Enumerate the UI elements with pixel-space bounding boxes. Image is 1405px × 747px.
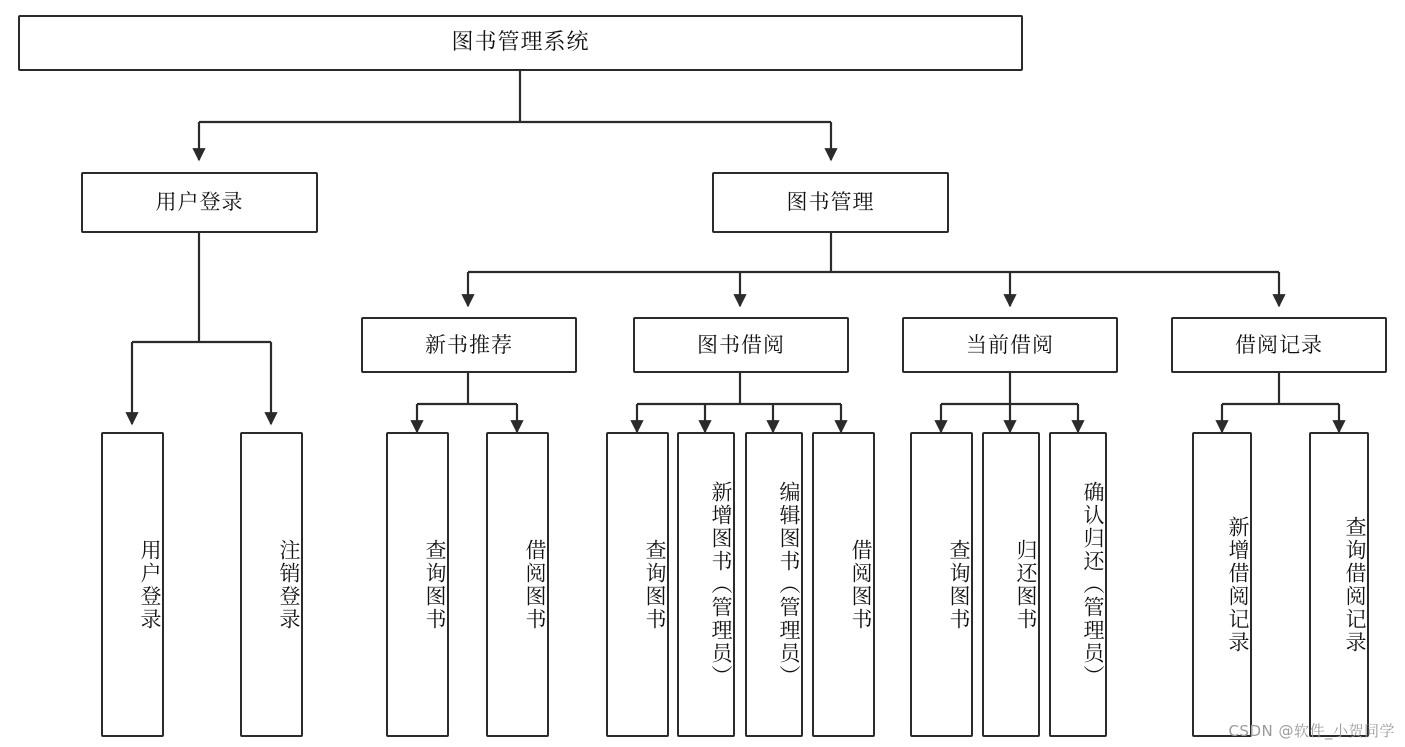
node-leaf-return-book[interactable] [982,432,1040,737]
node-user-login[interactable] [81,172,318,233]
node-leaf-logout[interactable] [240,432,303,737]
node-current-borrow-label: 当前借阅 [966,332,1054,357]
node-leaf-query-record[interactable] [1309,432,1369,737]
node-leaf-query-record-label: 查询借阅记录 [1343,515,1367,654]
node-leaf-borrow-book-1[interactable] [486,432,549,737]
node-leaf-edit-book-label: 编辑图书（管理员） [777,481,801,688]
node-leaf-query-book-1-label: 查询图书 [423,538,447,631]
node-borrow-record[interactable] [1171,317,1387,373]
node-leaf-borrow-book-2-label: 借阅图书 [849,538,873,631]
node-new-book-recommend-label: 新书推荐 [425,332,513,357]
node-leaf-query-book-2[interactable] [606,432,669,737]
node-leaf-add-record[interactable] [1192,432,1252,737]
node-leaf-borrow-book-2[interactable] [812,432,875,737]
node-leaf-query-book-1[interactable] [386,432,449,737]
node-root-label: 图书管理系统 [451,30,590,56]
node-current-borrow[interactable] [902,317,1118,373]
node-leaf-edit-book[interactable] [745,432,803,737]
node-leaf-confirm-return[interactable] [1049,432,1107,737]
node-leaf-return-book-label: 归还图书 [1014,538,1038,631]
node-new-book-recommend[interactable] [361,317,577,373]
node-book-borrow-label: 图书借阅 [697,332,785,357]
node-book-borrow[interactable] [633,317,849,373]
node-leaf-add-book-label: 新增图书（管理员） [709,481,733,688]
node-leaf-logout-label: 注销登录 [277,538,301,631]
node-leaf-query-book-3-label: 查询图书 [947,538,971,631]
watermark: CSDN @软件_小贺同学 [1228,722,1395,740]
node-leaf-query-book-2-label: 查询图书 [643,538,667,631]
node-leaf-query-book-3[interactable] [910,432,973,737]
node-leaf-user-login-label: 用户登录 [138,538,162,631]
node-leaf-add-record-label: 新增借阅记录 [1226,515,1250,654]
node-root[interactable] [18,15,1023,71]
node-leaf-add-book[interactable] [677,432,735,737]
node-borrow-record-label: 借阅记录 [1235,332,1323,357]
node-leaf-borrow-book-1-label: 借阅图书 [523,538,547,631]
node-leaf-user-login[interactable] [101,432,164,737]
node-book-manage[interactable] [712,172,949,233]
node-leaf-confirm-return-label: 确认归还（管理员） [1081,481,1105,688]
node-user-login-label: 用户登录 [155,190,244,215]
node-book-manage-label: 图书管理 [786,190,875,215]
